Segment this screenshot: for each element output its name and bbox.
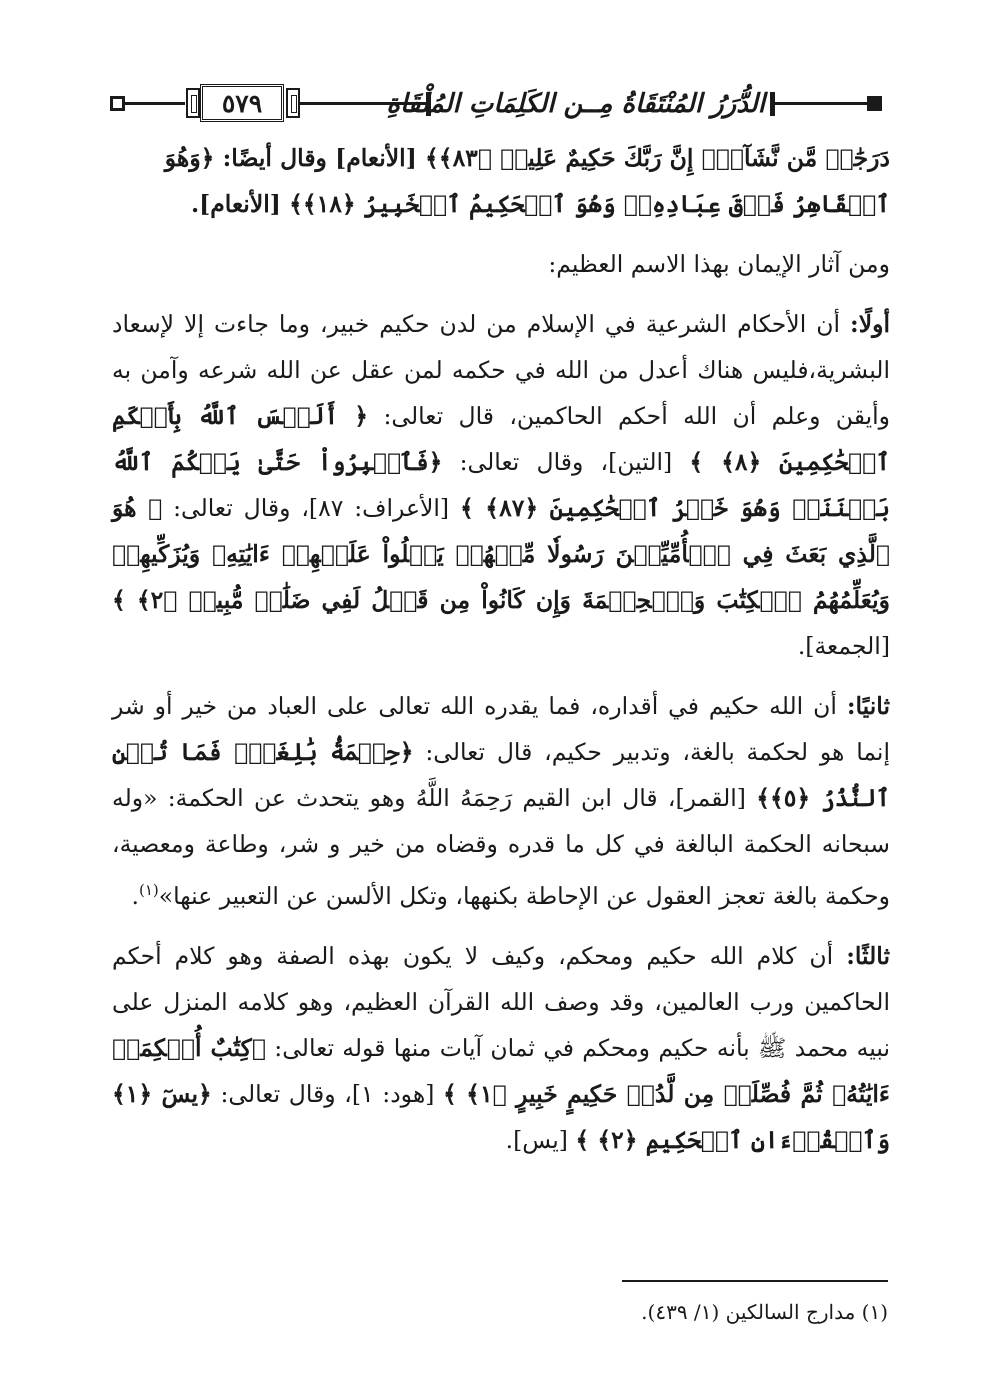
verse-continuation [112,135,890,227]
header-square-filled [867,96,882,111]
quran-verse-araf: ﴿فَٱصۡبِرُواْ حَتَّىٰ يَحۡكُمَ ٱللَّهُ بَيۡنَنَاۚ وَهُوَ خَيۡرُ ٱلۡحَٰكِمِينَ ﴿٨٧﴾ ﴾ [112,448,890,522]
section-intro [112,241,890,287]
header-knot-left [186,88,200,118]
header-square-open [110,96,125,111]
quran-continuation-line-2: ٱلۡقَاهِرُ فَوۡقَ عِبَادِهِۦۚ وَهُوَ ٱلۡحَكِيمُ ٱلۡخَبِيرُ ﴿١٨﴾﴾ [الأنعام]. [190,190,890,218]
book-title: الدُّرَرُ المُنْتَقَاةُ مِــن الكَلِمَاتِ المُلْقَاةِ [435,82,765,126]
header-rule-right [775,102,867,105]
third-text-1: أن كلام الله حكيم ومحكم، وكيف لا يكون بهذه الصفة وهو كلام أحكم الحاكمين ورب العالمين، وقد وصف الله القرآن العظيم، وهو كلامه المنزل على نبيه محمد ﷺ بأنه حكيم ومحكم في ثمان آيات منها قوله تعالى: [112,941,891,1062]
third-text-2: [هود: ١]، وقال تعالى: [211,1079,444,1108]
footnote: (١) مدارج السالكين (١/ ٤٣٩). [641,1300,888,1324]
page-header [110,80,890,128]
first-text-3: [الأعراف: ٨٧]، وقال تعالى: [162,494,460,522]
second-end: . [131,881,139,910]
second-text-1: أن الله حكيم في أقداره، فما يقدره الله تعالى على العباد من خير أو شر إنما هو لحكمة بالغة، وتدبير حكيم، قال تعالى: [112,692,891,766]
paragraph-first [112,301,890,669]
header-rule-left [125,102,185,105]
lead-first: أولًا: [850,310,890,338]
third-text-3: [يس]. [505,1125,576,1154]
quran-verse-qamar: ﴿حِكۡمَةُۢ بَٰلِغَةٞۖ فَمَا تُغۡنِ ٱلنُّذُرُ ﴿٥﴾﴾ [112,738,890,812]
footnote-ref: (١) [138,881,159,899]
quran-verse-jumuah: ﴿ هُوَ ٱلَّذِي بَعَثَ فِي ٱلۡأُمِّيِّـۧنَ رَسُولٗا مِّنۡهُمۡ يَتۡلُواْ عَلَيۡهِمۡ ءَايَٰتِهِۦ وَيُزَكِّيهِمۡ وَيُعَلِّمُهُمُ ٱلۡكِتَٰبَ وَٱلۡحِكۡمَةَ وَإِن كَانُواْ مِن قَبۡلُ لَفِي ضَلَٰلٖ مُّبِينٖ ﴿٢﴾ ﴾ [112,494,890,614]
header-knot-right [286,88,300,118]
page-number: ٥٧٩ [200,84,284,122]
page-body [112,135,890,1163]
lead-third: ثالثًا: [846,941,890,970]
first-text-1: أن الأحكام الشرعية في الإسلام من لدن حكيم خبير، وما جاءت إلا لإسعاد البشرية،فليس هناك أعدل من الله في حكمه لمن عقل عن الله شرعه وآمن به وأيقن وعلم أن الله أحكم الحاكمين، قال تعالى: [112,310,890,430]
intro-text: ومن آثار الإيمان بهذا الاسم العظيم: [548,250,890,278]
paragraph-third [112,933,890,1163]
first-text-4: [الجمعة]. [797,632,890,660]
quran-verse-tin: ﴿ أَلَيۡسَ ٱللَّهُ بِأَحۡكَمِ ٱلۡحَٰكِمِينَ ﴿٨﴾ ﴾ [112,402,890,476]
first-text-2: [التين]، وقال تعالى: [442,448,690,476]
paragraph-second [112,683,890,919]
second-text-2: [القمر]، قال ابن القيم رَحِمَهُ اللَّهُ وهو يتحدث عن الحكمة: «وله سبحانه الحكمة البالغة في كل ما قدره وقضاه من خير و شر، وطاعة ومعصية، وحكمة بالغة تعجز العقول عن الإحاطة بكنهها، وتكل الألسن عن التعبير عنها» [112,784,890,910]
quran-verse-hud: ﴿كِتَٰبٌ أُحۡكِمَتۡ ءَايَٰتُهُۥ ثُمَّ فُصِّلَتۡ مِن لَّدُنۡ حَكِيمٍ خَبِيرٍ ﴿١﴾ ﴾ [112,1033,890,1108]
footnote-divider [622,1280,888,1282]
quran-verse-yasin: ﴿يسٓ ﴿١﴾ وَٱلۡقُرۡءَانِ ٱلۡحَكِيمِ ﴿٢﴾ ﴾ [112,1079,890,1154]
quran-continuation-line-1: دَرَجَٰتٖ مَّن نَّشَآءُۗ إِنَّ رَبَّكَ حَكِيمٌ عَلِيمٞ ﴿٨٣﴾﴾ [الأنعام] وقال أيضًا: ﴿وَهُوَ [164,144,890,172]
lead-second: ثانيًا: [846,692,890,720]
